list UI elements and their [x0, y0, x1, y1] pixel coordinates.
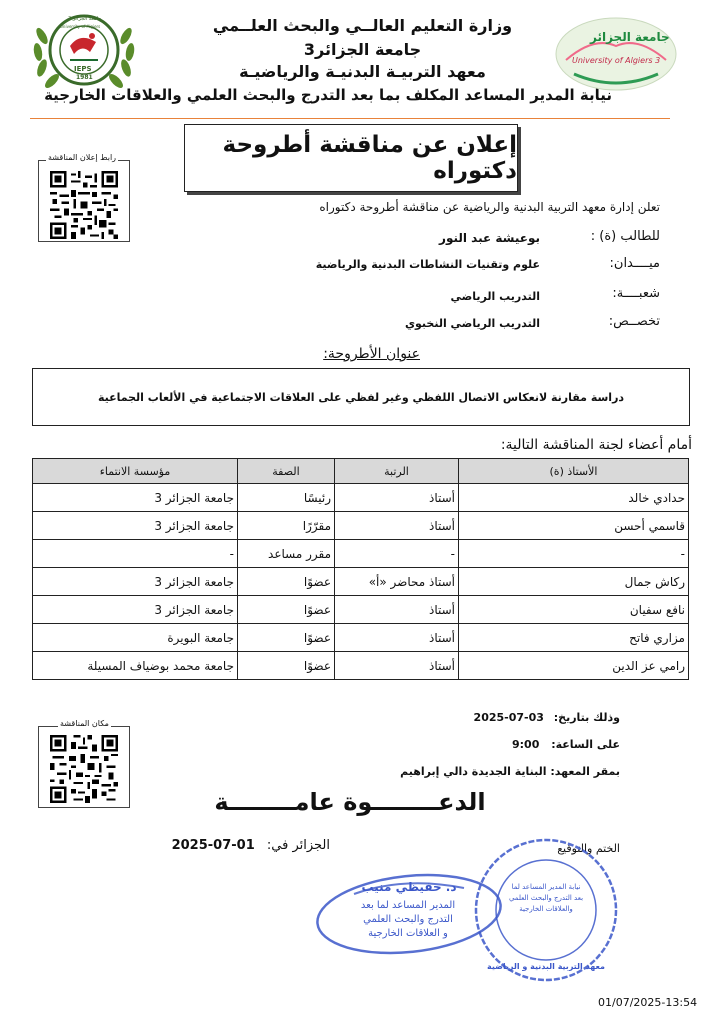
professor-role: عضوًا — [238, 596, 335, 624]
time-value: 9:00 — [512, 738, 540, 751]
professor-role: مقرر مساعد — [238, 540, 335, 568]
professor-name: مزاري فاتح — [459, 624, 689, 652]
specialty-label: تخصــص: — [608, 314, 660, 329]
date-label: وذلك بتاريخ: — [553, 711, 620, 724]
university-line: جامعة الجزائر3 — [303, 40, 422, 59]
table-row — [33, 512, 689, 540]
venue-line — [380, 765, 620, 778]
professor-rank: أستاذ — [335, 624, 459, 652]
qr-top-caption: رابط إعلان المناقشة — [48, 153, 117, 162]
student-name: بوعيشة عبد النور — [439, 231, 540, 245]
university-logo-latin: University of Algiers 3 — [572, 56, 661, 65]
professor-name: نافع سفيان — [459, 596, 689, 624]
professor-institution: جامعة الجزائر 3 — [33, 568, 238, 596]
announcement-title: إعلان عن مناقشة أطروحة دكتوراه — [184, 124, 518, 192]
professor-rank: أستاذ — [335, 512, 459, 540]
date-line — [440, 711, 620, 724]
logo-ring-text-latin: University of Algiers — [60, 24, 101, 29]
time-label: على الساعة: — [551, 738, 620, 751]
professor-name: ركاش جمال — [459, 568, 689, 596]
header-professor: الأستاذ (ة) — [459, 459, 689, 484]
venue-label: بمقر المعهد: — [550, 765, 620, 778]
table-row — [33, 596, 689, 624]
table-row — [33, 484, 689, 512]
professor-name: رامي عز الدين — [459, 652, 689, 680]
date-value: 2025-07-03 — [473, 711, 544, 724]
intro-text: تعلن إدارة معهد التربية البدنية والرياضية عن مناقشة أطروحة دكتوراه — [319, 200, 660, 214]
jury-heading: أمام أعضاء لجنة المناقشة التالية: — [500, 437, 692, 453]
professor-role: عضوًا — [238, 624, 335, 652]
professor-rank: - — [335, 540, 459, 568]
stamp-name: د. حفيظي منيب — [361, 880, 457, 894]
professor-institution: جامعة الجزائر 3 — [33, 484, 238, 512]
footer-timestamp: 01/07/2025-13:54 — [598, 996, 698, 1009]
table-row — [33, 568, 689, 596]
professor-name: حدادي خالد — [459, 484, 689, 512]
table-row — [33, 652, 689, 680]
place-date-label: الجزائر في: — [266, 838, 330, 853]
public-invitation: الدعــــــــوة عامــــــــة — [214, 788, 486, 816]
header-institution: مؤسسة الانتماء — [33, 459, 238, 484]
table-row — [33, 540, 689, 568]
logo-year-text: 1981 — [76, 74, 93, 81]
venue-value: البناية الجديدة دالي إبراهيم — [400, 765, 547, 778]
header-divider — [30, 118, 670, 119]
branch-value: التدريب الرياضي — [450, 290, 540, 303]
professor-institution: جامعة محمد بوضياف المسيلة — [33, 652, 238, 680]
table-row — [33, 624, 689, 652]
branch-label: شعبــــة: — [612, 286, 660, 301]
thesis-heading: عنوان الأطروحة: — [323, 346, 420, 362]
time-line — [480, 738, 620, 751]
place-date-line — [150, 838, 330, 853]
professor-institution: جامعة الجزائر 3 — [33, 596, 238, 624]
professor-institution: جامعة البويرة — [33, 624, 238, 652]
professor-role: عضوًا — [238, 568, 335, 596]
professor-rank: أستاذ — [335, 596, 459, 624]
professor-rank: أستاذ — [335, 652, 459, 680]
stamp-role-line2: التدرج والبحث العلمي — [363, 914, 453, 925]
stamp-round-inner: نيابة المدير المساعد لما بعد التدرج والبحث العلمي والعلاقات الخارجية — [508, 883, 584, 913]
professor-institution: - — [33, 540, 238, 568]
qr-venue-location[interactable] — [38, 726, 130, 808]
stamp-role-line3: و العلاقات الخارجية — [368, 928, 448, 939]
stamp-round-text: معهد التربية البدنية و الرياضية — [487, 962, 605, 971]
institute-line: معهد التربيـة البدنيـة والرياضيـة — [239, 62, 486, 81]
professor-rank: أستاذ — [335, 484, 459, 512]
header-role: الصفة — [238, 459, 335, 484]
stamp-role-line1: المدير المساعد لما بعد — [360, 900, 456, 911]
professor-name: - — [459, 540, 689, 568]
professor-rank: أستاذ محاضر «أ» — [335, 568, 459, 596]
qr-bottom-caption: مكان المناقشة — [60, 719, 109, 728]
professor-name: قاسمي أحسن — [459, 512, 689, 540]
logo-center-text: IEPS — [74, 65, 92, 73]
header-rank: الرتبة — [335, 459, 459, 484]
professor-role: رئيسًا — [238, 484, 335, 512]
jury-table — [32, 458, 689, 680]
signature-label: الختم والتوقيع — [557, 842, 620, 855]
thesis-title: دراسة مقارنة لانعكاس الاتصال اللفظي وغير لفظي على العلاقات الاجتماعية في الألعاب الجماعية — [32, 368, 690, 426]
field-label: ميــــدان: — [609, 256, 660, 271]
qr-announcement-link[interactable] — [38, 160, 130, 242]
field-value: علوم وتقنيات النشاطات البدنية والرياضية — [315, 258, 540, 271]
professor-role: مقرّرًا — [238, 512, 335, 540]
specialty-value: التدريب الرياضي النخبوي — [404, 317, 540, 330]
professor-role: عضوًا — [238, 652, 335, 680]
university-logo-arabic: جامعة الجزائر — [590, 30, 670, 44]
office-line: نيابة المدير المساعد المكلف بما بعد التدرج والبحث العلمي والعلاقات الخارجية — [44, 86, 612, 104]
university-logo — [554, 16, 678, 92]
jury-header-row — [33, 459, 689, 484]
institute-logo — [30, 6, 138, 96]
logo-ring-text: جامعة الجزائر 3 — [68, 16, 102, 22]
ministry-line: وزارة التعليم العالــي والبحث العلــمي — [212, 16, 513, 35]
professor-institution: جامعة الجزائر 3 — [33, 512, 238, 540]
place-date-value: 2025-07-01 — [171, 838, 255, 853]
official-stamp-oval — [314, 870, 504, 958]
student-label: للطالب (ة) : — [590, 229, 660, 244]
